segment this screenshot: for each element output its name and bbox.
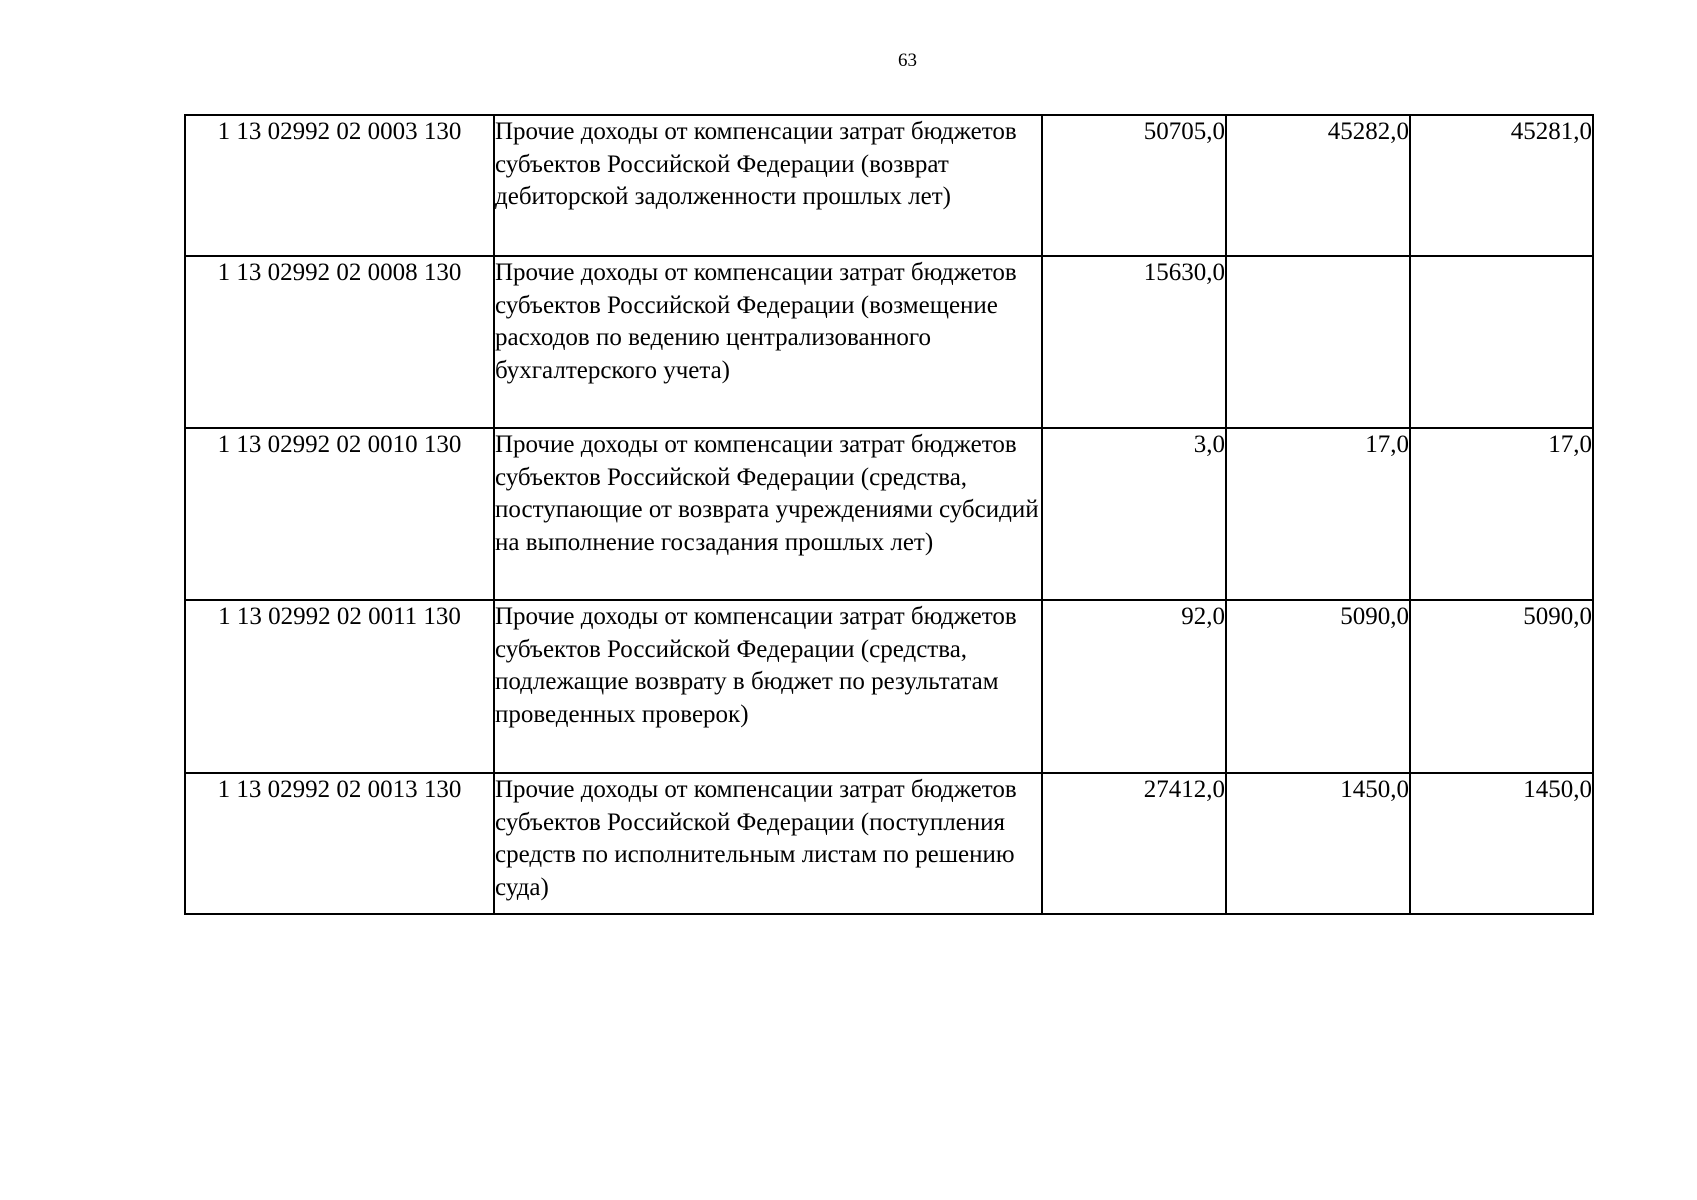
amount-cell-1: 3,0: [1042, 428, 1226, 600]
description-cell: Прочие доходы от компенсации затрат бюджетов субъектов Российской Федерации (возмещение расходов по ведению централизованного бухгалтерского учета): [494, 256, 1042, 428]
amount-cell-3: [1410, 256, 1593, 428]
amount-cell-1: 15630,0: [1042, 256, 1226, 428]
amount-cell-2: 1450,0: [1226, 773, 1410, 914]
amount-cell-3: 45281,0: [1410, 115, 1593, 256]
amount-cell-3: 5090,0: [1410, 600, 1593, 773]
description-cell: Прочие доходы от компенсации затрат бюджетов субъектов Российской Федерации (средства, поступающие от возврата учреждениями субсидий на выполнение госзадания прошлых лет): [494, 428, 1042, 600]
amount-cell-1: 92,0: [1042, 600, 1226, 773]
description-cell: Прочие доходы от компенсации затрат бюджетов субъектов Российской Федерации (возврат дебиторской задолженности прошлых лет): [494, 115, 1042, 256]
amount-cell-3: 17,0: [1410, 428, 1593, 600]
description-cell: Прочие доходы от компенсации затрат бюджетов субъектов Российской Федерации (средства, подлежащие возврату в бюджет по результатам проведенных проверок): [494, 600, 1042, 773]
table-row: [185, 115, 1593, 256]
amount-cell-2: [1226, 256, 1410, 428]
amount-cell-2: 45282,0: [1226, 115, 1410, 256]
table-row: [185, 773, 1593, 914]
revenue-code-cell: 1 13 02992 02 0013 130: [185, 773, 494, 914]
table-row: [185, 256, 1593, 428]
amount-cell-1: 50705,0: [1042, 115, 1226, 256]
page-number: 63: [898, 50, 917, 71]
amount-cell-1: 27412,0: [1042, 773, 1226, 914]
amount-cell-2: 17,0: [1226, 428, 1410, 600]
revenue-code-cell: 1 13 02992 02 0010 130: [185, 428, 494, 600]
table-row: [185, 600, 1593, 773]
revenue-code-cell: 1 13 02992 02 0003 130: [185, 115, 494, 256]
amount-cell-2: 5090,0: [1226, 600, 1410, 773]
amount-cell-3: 1450,0: [1410, 773, 1593, 914]
budget-revenue-table: [184, 114, 1594, 915]
revenue-code-cell: 1 13 02992 02 0011 130: [185, 600, 494, 773]
table-row: [185, 428, 1593, 600]
revenue-code-cell: 1 13 02992 02 0008 130: [185, 256, 494, 428]
description-cell: Прочие доходы от компенсации затрат бюджетов субъектов Российской Федерации (поступления средств по исполнительным листам по решению суда): [494, 773, 1042, 914]
